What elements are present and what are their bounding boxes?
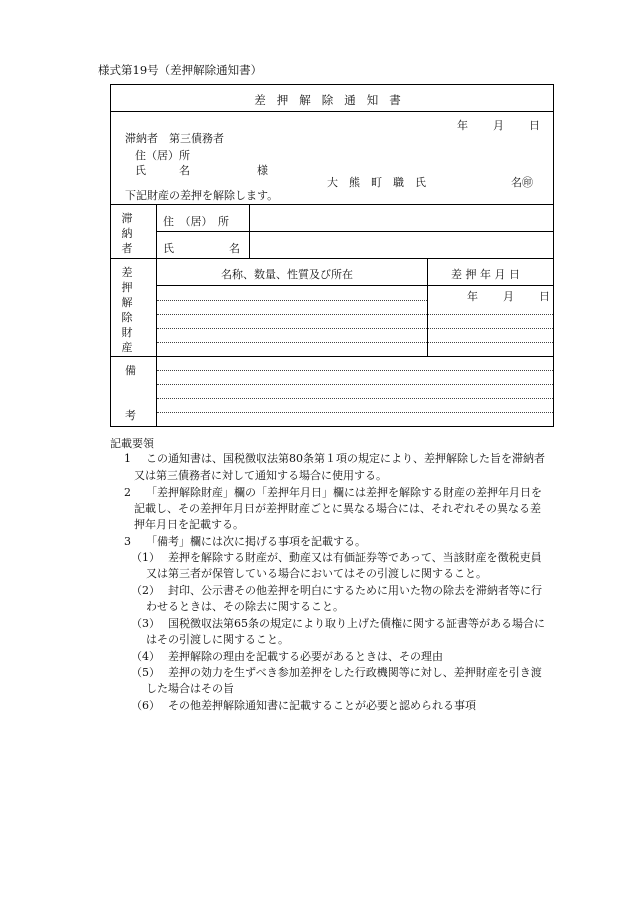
seizure-date-placeholder: 年 月 日 (467, 290, 551, 303)
form-number: 様式第19号（差押解除通知書） (98, 63, 263, 77)
subnote-line: 封印、公示書その他差押を明白にするために用いた物の除去を滞納者等に行 (168, 584, 542, 597)
property-line (428, 314, 553, 315)
property-description-header: 名称、数量、性質及び所在 (221, 268, 353, 281)
taxpayer-section-label: 滞 納 者 (121, 212, 133, 255)
property-line (157, 300, 427, 301)
label-column-divider (156, 204, 157, 356)
subnote-line: 又は第三者が保管している場合においてはその引渡しに関すること。 (146, 567, 487, 580)
subnote-line: 差押の効力を生ずべき参加差押をした行政機関等に対し、差押財産を引き渡 (168, 666, 542, 679)
note-line: 又は第三債務者に対して通知する場合に使用する。 (134, 469, 387, 482)
note-line: 押年月日を記載する。 (134, 518, 244, 531)
subnote-line: はその引渡しに関すること。 (146, 633, 289, 646)
taxpayer-section-divider (111, 258, 553, 259)
note-line: 「備考」欄には次に掲げる事項を記載する。 (146, 535, 366, 548)
subnote-line: 差押を解除する財産が、動産又は有価証券等であって、当該財産を徴税吏員 (168, 551, 542, 564)
subnote-number: （1） (131, 551, 160, 564)
honorific: 様 (257, 164, 268, 177)
note-number: 3 (124, 535, 131, 548)
remarks-label-bottom: 考 (125, 409, 136, 422)
property-section-divider (111, 356, 553, 357)
subnote-line: 国税徴収法第65条の規定により取り上げた債権に関する証書等がある場合に (168, 617, 545, 630)
property-line (157, 328, 553, 329)
document-title: 差押解除通知書 (254, 93, 412, 107)
seizure-date-header: 差 押 年 月 日 (451, 268, 520, 281)
note-number: 1 (124, 452, 131, 465)
remarks-line (157, 412, 553, 413)
note-line: 記載し、その差押年月日が差押財産ごとに異なる場合には、それぞれその異なる差 (134, 502, 541, 515)
taxpayer-name-label: 氏 名 (163, 242, 240, 255)
addressee-label: 滞納者 第三債務者 (125, 132, 224, 145)
remarks-line (157, 398, 553, 399)
subnote-line: 差押解除の理由を記載する必要があるときは、その理由 (168, 650, 443, 663)
subnote-number: （4） (131, 650, 160, 663)
issuer-seal: 名㊞ (511, 176, 533, 189)
property-section-label: 差 押 解 除 財 産 (121, 266, 133, 354)
note-line: この通知書は、国税徴収法第80条第１項の規定により、差押解除した旨を滞納者 (146, 452, 545, 465)
issue-date: 年 月 日 (457, 119, 541, 132)
note-line: 「差押解除財産」欄の「差押年月日」欄には差押を解除する財産の差押年月日を (146, 486, 542, 499)
taxpayer-address-label: 住 （居） 所 (163, 215, 229, 228)
remarks-line (157, 370, 553, 371)
issuer-office: 大 熊 町 職 氏 (327, 176, 426, 189)
property-line (157, 314, 427, 315)
taxpayer-row-divider (156, 231, 553, 232)
property-header-divider (156, 285, 553, 286)
remarks-column-divider (156, 356, 157, 426)
subnote-line: した場合はその旨 (146, 682, 234, 695)
subnote-line: その他差押解除通知書に記載することが必要と認められる事項 (168, 699, 476, 712)
remarks-label-top: 備 (125, 364, 136, 377)
notice-form (110, 84, 554, 427)
addressee-address-label: 住（居）所 (135, 149, 190, 162)
intro-text: 下記財産の差押を解除します。 (125, 189, 279, 202)
subnote-number: （6） (131, 699, 160, 712)
property-line (157, 342, 553, 343)
header-divider (111, 204, 553, 205)
subnote-number: （5） (131, 666, 160, 679)
subnote-number: （3） (131, 617, 160, 630)
remarks-line (157, 384, 553, 385)
addressee-name-label: 氏 名 (135, 164, 190, 177)
subnote-line: わせるときは、その除去に関すること。 (146, 600, 344, 613)
note-number: 2 (124, 486, 131, 499)
title-divider (111, 111, 553, 112)
instructions-heading: 記載要領 (110, 437, 154, 450)
subnote-number: （2） (131, 584, 160, 597)
